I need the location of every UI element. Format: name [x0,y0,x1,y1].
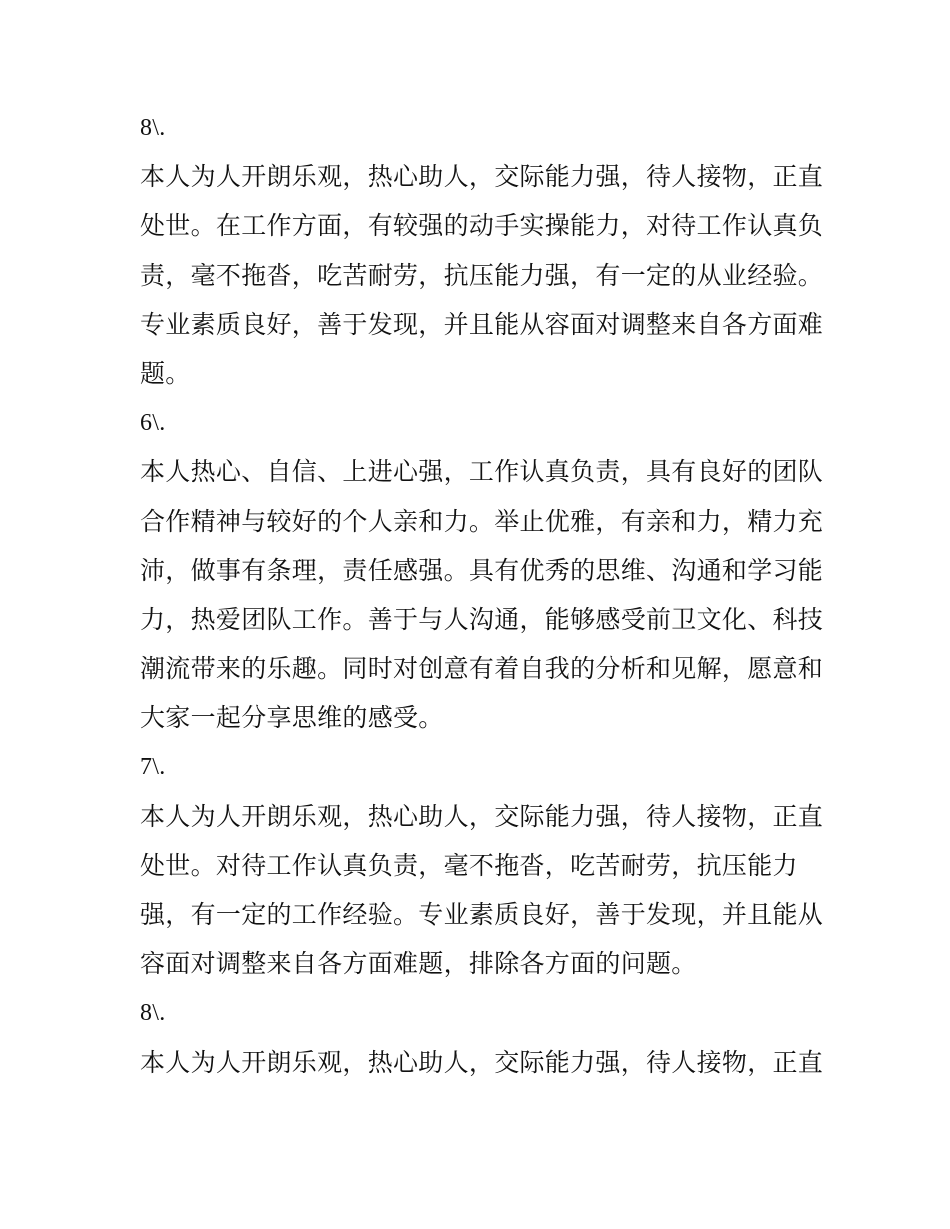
paragraph-line: 沛，做事有条理，责任感强。具有优秀的思维、沟通和学习能 [140,555,824,585]
paragraph-line: 容面对调整来自各方面难题，排除各方面的问题。 [140,949,697,979]
paragraph-line: 本人为人开朗乐观，热心助人，交际能力强，待人接物，正直 [140,801,824,831]
paragraph-line: 力，热爱团队工作。善于与人沟通，能够感受前卫文化、科技 [140,604,824,634]
section-number: 7\. [140,754,166,781]
paragraph-line: 本人为人开朗乐观，热心助人，交际能力强，待人接物，正直 [140,1047,824,1077]
paragraph-line: 题。 [140,358,191,388]
paragraph-line: 潮流带来的乐趣。同时对创意有着自我的分析和见解，愿意和 [140,654,824,684]
document-body [140,108,824,1092]
paragraph-line: 处世。对待工作认真负责，毫不拖沓，吃苦耐劳，抗压能力 [140,850,798,880]
paragraph-line: 合作精神与较好的个人亲和力。举止优雅，有亲和力，精力充 [140,506,824,536]
paragraph-line: 本人为人开朗乐观，热心助人，交际能力强，待人接物，正直 [140,162,824,192]
section-number: 6\. [140,410,166,437]
section-number: 8\. [140,1000,166,1027]
paragraph-line: 大家一起分享思维的感受。 [140,703,444,733]
paragraph-line: 本人热心、自信、上进心强，工作认真负责，具有良好的团队 [140,457,824,487]
paragraph-line: 处世。在工作方面，有较强的动手实操能力，对待工作认真负 [140,211,824,241]
section-number: 8\. [140,115,166,141]
paragraph-line: 专业素质良好，善于发现，并且能从容面对调整来自各方面难 [140,309,824,339]
paragraph-line: 责，毫不拖沓，吃苦耐劳，抗压能力强，有一定的从业经验。 [140,260,824,290]
paragraph-line: 强，有一定的工作经验。专业素质良好，善于发现，并且能从 [140,900,824,929]
